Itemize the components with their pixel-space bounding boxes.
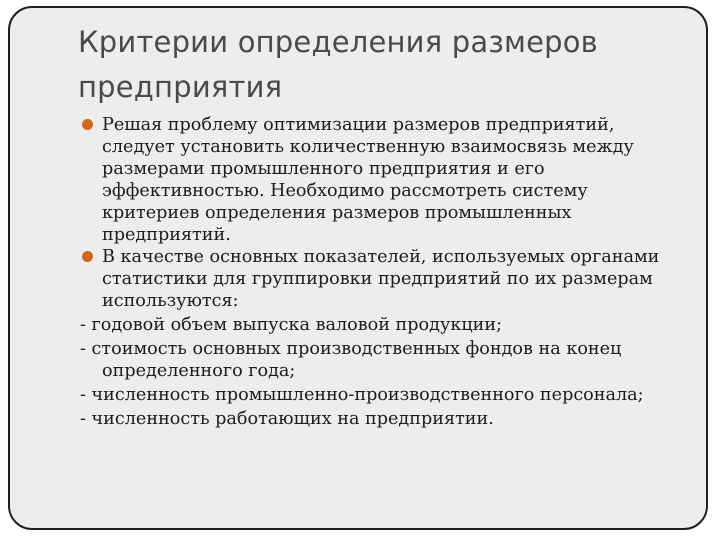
bullet-paragraph-1: [80, 114, 690, 246]
orange-circle-bullet-icon: [82, 119, 93, 130]
list-item-gross-output: - годовой объем выпуска валовой продукции;: [80, 315, 503, 335]
list-item-employees-count: - численность работающих на предприятии.: [80, 409, 494, 429]
orange-circle-bullet-icon: [82, 251, 93, 262]
slide-body: [80, 114, 690, 430]
list-item-industrial-staff: - численность промышленно-производственного персонала;: [80, 385, 644, 405]
bullet-paragraph-2: [80, 246, 690, 312]
list-item-fixed-assets: - стоимость основных производственных фондов на конец определенного года;: [80, 339, 622, 381]
bullet-paragraph-text: В качестве основных показателей, используемых органами статистики для группировки предприятий по их размерам используются:: [102, 247, 660, 311]
bullet-paragraph-text: Решая проблему оптимизации размеров предприятий, следует установить количественную взаимосвязь между размерами промышленного предприятия и его эффективностью. Необходимо рассмотреть систему критериев определения размеров промышленных предприятий.: [102, 115, 634, 245]
slide-title: Критерии определения размеров предприятия: [78, 25, 598, 104]
